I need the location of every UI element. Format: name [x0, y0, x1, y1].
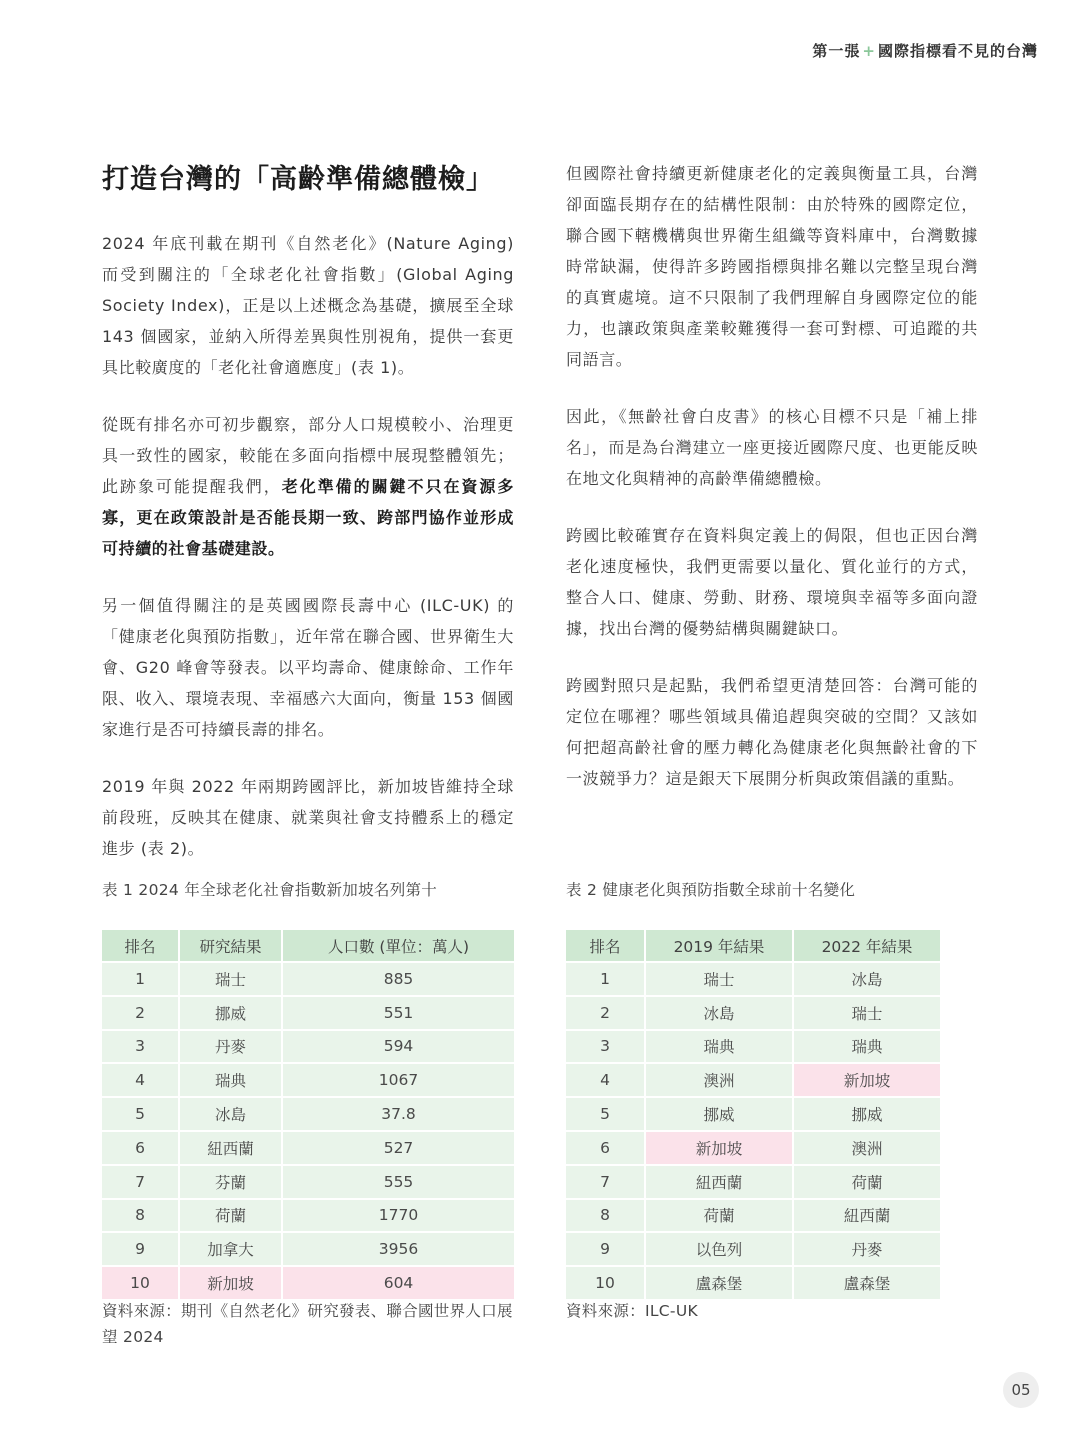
table2-cell: 挪威: [792, 1098, 940, 1130]
table2-cell: 7: [566, 1166, 644, 1198]
table2-cell: 6: [566, 1132, 644, 1164]
table1-cell: 芬蘭: [178, 1166, 281, 1198]
table2-cell: 瑞士: [792, 997, 940, 1029]
table2-cell: 1: [566, 963, 644, 995]
chapter-title: 國際指標看不見的台灣: [877, 42, 1038, 60]
table1-caption: 表 1 2024 年全球老化社會指數新加坡名列第十: [102, 881, 438, 899]
table1-cell: 7: [102, 1166, 178, 1198]
table-row: [102, 1233, 514, 1265]
table-row: [566, 1267, 940, 1299]
table2-cell: 荷蘭: [792, 1166, 940, 1198]
table-row: [566, 1200, 940, 1232]
table1-cell: 4: [102, 1064, 178, 1096]
table1-cell: 10: [102, 1267, 178, 1299]
table1-cell: 丹麥: [178, 1031, 281, 1063]
table2-cell: 2: [566, 997, 644, 1029]
table-row: [566, 1132, 940, 1164]
article-title: 打造台灣的「高齡準備總體檢」: [102, 164, 494, 195]
table-row: [102, 1166, 514, 1198]
right-paragraph-1: 但國際社會持續更新健康老化的定義與衡量工具，台灣卻面臨長期存在的結構性限制：由於特殊的國際定位，聯合國下轄機構與世界衛生組織等資料庫中，台灣數據時常缺漏，使得許多跨國指標與排名難以完整呈現台灣的真實處境。這不只限制了我們理解自身國際定位的能力，也讓政策與產業較難獲得一套可對標、可追蹤的共同語言。: [566, 164, 978, 369]
table-row: [566, 997, 940, 1029]
table2-header-cell: 排名: [566, 930, 644, 961]
left-paragraph-2: [102, 409, 514, 564]
table1-source: 資料來源：期刊《自然老化》研究發表、聯合國世界人口展望 2024: [102, 1302, 513, 1346]
table2-cell: 冰島: [792, 963, 940, 995]
table2-cell: 4: [566, 1064, 644, 1096]
table2-cell: 3: [566, 1031, 644, 1063]
left-paragraph-2-text: 從既有排名亦可初步觀察，部分人口規模較小、治理更具一致性的國家，較能在多面向指標中展現整體領先；此跡象可能提醒我們，: [102, 415, 514, 496]
table2-cell: 以色列: [644, 1233, 792, 1265]
table-row: [566, 963, 940, 995]
right-paragraph-4: 跨國對照只是起點，我們希望更清楚回答：台灣可能的定位在哪裡？哪些領域具備追趕與突破的空間？又該如何把超高齡社會的壓力轉化為健康老化與無齡社會的下一波競爭力？這是銀天下展開分析與政策倡議的重點。: [566, 676, 978, 788]
table2-cell: 8: [566, 1200, 644, 1232]
table1-cell: 加拿大: [178, 1233, 281, 1265]
table1-cell: 1: [102, 963, 178, 995]
table2-cell: 盧森堡: [792, 1267, 940, 1299]
table2-cell: 瑞典: [792, 1031, 940, 1063]
table1-cell: 8: [102, 1200, 178, 1232]
table1-cell: 1067: [281, 1064, 514, 1096]
left-paragraph-2-emphasis: 老化準備的關鍵不只在資源多寡，更在政策設計是否能長期一致、跨部門協作並形成可持續的社會基礎建設。: [102, 477, 514, 558]
table1-cell: 3956: [281, 1233, 514, 1265]
table1-header-cell: 研究結果: [178, 930, 281, 961]
table-row: [102, 1200, 514, 1232]
left-paragraph-1: 2024 年底刊載在期刊《自然老化》(Nature Aging) 而受到關注的「全球老化社會指數」(Global Aging Society Index)，正是以上述概念為基礎，擴展至全球 143 個國家，並納入所得差異與性別視角，提供一套更具比較廣度的「老化社會適應度」(表 1)。: [102, 234, 514, 377]
table2-source: 資料來源：ILC-UK: [566, 1302, 698, 1320]
left-column: [102, 160, 514, 890]
chapter-label: 第一張: [812, 42, 861, 60]
table-row: [566, 1233, 940, 1265]
table-row: [102, 963, 514, 995]
running-head: [812, 40, 1038, 61]
table-row: [566, 1098, 940, 1130]
table1-cell: 荷蘭: [178, 1200, 281, 1232]
table2-cell: 冰島: [644, 997, 792, 1029]
table2-cell: 紐西蘭: [644, 1166, 792, 1198]
table2-cell: 荷蘭: [644, 1200, 792, 1232]
left-paragraph-4: 2019 年與 2022 年兩期跨國評比，新加坡皆維持全球前段班，反映其在健康、就業與社會支持體系上的穩定進步 (表 2)。: [102, 777, 514, 858]
table2-cell: 9: [566, 1233, 644, 1265]
page-number: 05: [1003, 1372, 1039, 1408]
table2-cell: 瑞典: [644, 1031, 792, 1063]
table-row: [566, 1064, 940, 1096]
table1-cell: 紐西蘭: [178, 1132, 281, 1164]
table2-cell: 澳洲: [644, 1064, 792, 1096]
table-row: [102, 1132, 514, 1164]
table2-cell: 丹麥: [792, 1233, 940, 1265]
table1-cell: 瑞士: [178, 963, 281, 995]
right-paragraph-2: 因此，《無齡社會白皮書》的核心目標不只是「補上排名」，而是為台灣建立一座更接近國際尺度、也更能反映在地文化與精神的高齡準備總體檢。: [566, 407, 978, 488]
table1-cell: 885: [281, 963, 514, 995]
right-paragraph-3: 跨國比較確實存在資料與定義上的侷限，但也正因台灣老化速度極快，我們更需要以量化、質化並行的方式，整合人口、健康、勞動、財務、環境與幸福等多面向證據，找出台灣的優勢結構與關鍵缺口。: [566, 526, 978, 638]
table1-cell: 555: [281, 1166, 514, 1198]
table-row: [566, 1031, 940, 1063]
table1-cell: 2: [102, 997, 178, 1029]
table2-cell: 瑞士: [644, 963, 792, 995]
table2-caption: 表 2 健康老化與預防指數全球前十名變化: [566, 881, 856, 899]
table2-cell: 紐西蘭: [792, 1200, 940, 1232]
left-paragraph-3: 另一個值得關注的是英國國際長壽中心 (ILC-UK) 的「健康老化與預防指數」，近年常在聯合國、世界衛生大會、G20 峰會等發表。以平均壽命、健康餘命、工作年限、收入、環境表現、幸福感六大面向，衡量 153 個國家進行是否可持續長壽的排名。: [102, 596, 514, 739]
table1-header-cell: 人口數 (單位：萬人): [281, 930, 514, 961]
table-row: [566, 1166, 940, 1198]
table2-header-cell: 2019 年結果: [644, 930, 792, 961]
table1: [102, 928, 514, 1301]
table1-cell: 1770: [281, 1200, 514, 1232]
table1-cell: 瑞典: [178, 1064, 281, 1096]
table2-cell: 新加坡: [792, 1064, 940, 1096]
table1-cell: 5: [102, 1098, 178, 1130]
table1-cell: 527: [281, 1132, 514, 1164]
table2-block: [566, 878, 940, 1301]
table2-cell: 盧森堡: [644, 1267, 792, 1299]
right-column: [566, 158, 978, 820]
table1-cell: 594: [281, 1031, 514, 1063]
table-row: [102, 1098, 514, 1130]
table-row: [102, 1267, 514, 1299]
table2-cell: 10: [566, 1267, 644, 1299]
table1-cell: 挪威: [178, 997, 281, 1029]
table1-cell: 604: [281, 1267, 514, 1299]
table1-cell: 冰島: [178, 1098, 281, 1130]
table-row: [102, 1064, 514, 1096]
table2-cell: 澳洲: [792, 1132, 940, 1164]
table-row: [102, 997, 514, 1029]
table2-header-cell: 2022 年結果: [792, 930, 940, 961]
table1-block: [102, 878, 514, 1301]
table1-cell: 9: [102, 1233, 178, 1265]
table1-cell: 6: [102, 1132, 178, 1164]
table2-cell: 5: [566, 1098, 644, 1130]
table2: [566, 928, 940, 1301]
table-row: [102, 1031, 514, 1063]
table1-cell: 551: [281, 997, 514, 1029]
table1-cell: 37.8: [281, 1098, 514, 1130]
table2-cell: 挪威: [644, 1098, 792, 1130]
table2-cell: 新加坡: [644, 1132, 792, 1164]
table1-header-cell: 排名: [102, 930, 178, 961]
plus-separator: +: [862, 42, 876, 60]
table1-cell: 3: [102, 1031, 178, 1063]
table1-cell: 新加坡: [178, 1267, 281, 1299]
